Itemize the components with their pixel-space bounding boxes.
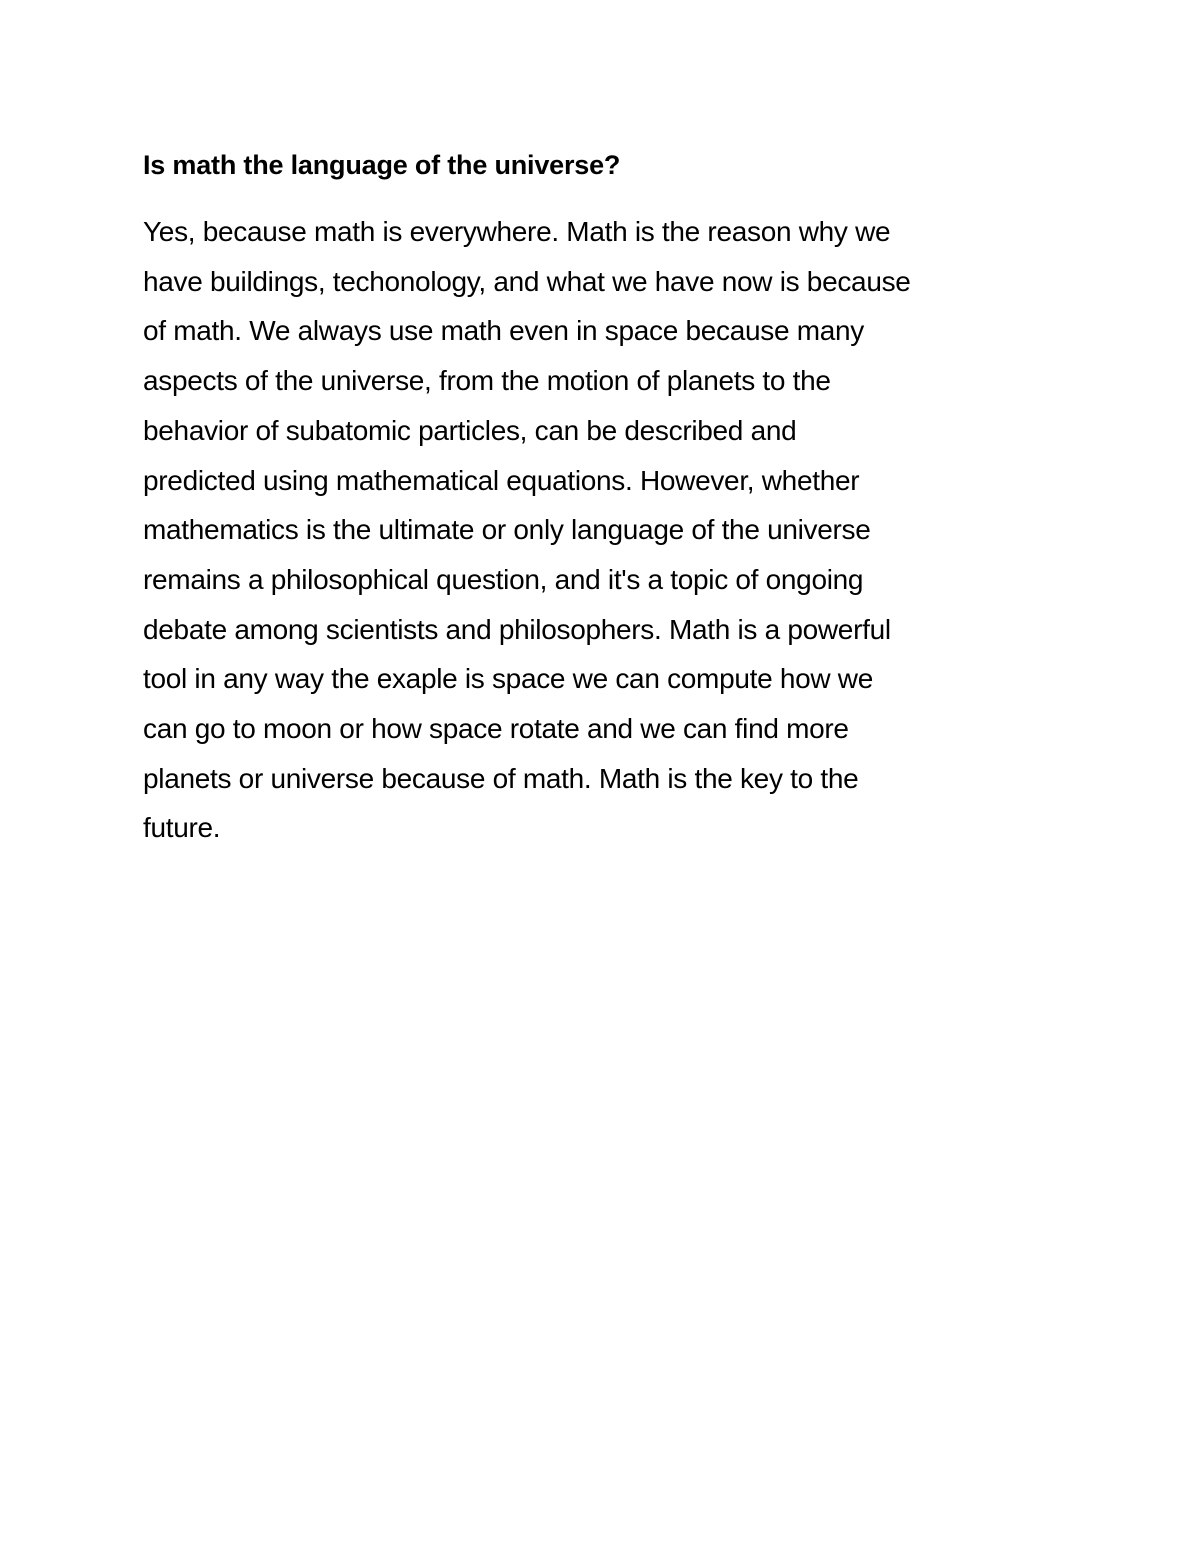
body-line: mathematics is the ultimate or only language of the universe xyxy=(143,514,871,546)
body-line: of math. We always use math even in space because many xyxy=(143,315,865,347)
body-line: behavior of subatomic particles, can be described and xyxy=(143,414,797,446)
body-line: have buildings, techonology, and what we have now is because xyxy=(143,265,911,297)
document-title: Is math the language of the universe? xyxy=(143,150,621,180)
body-line: can go to moon or how space rotate and we can find more xyxy=(143,713,849,745)
body-line: future. xyxy=(143,812,221,844)
document-content xyxy=(143,143,1063,853)
body-line: planets or universe because of math. Math is the key to the xyxy=(143,762,859,794)
body-line: Yes, because math is everywhere. Math is the reason why we xyxy=(143,216,891,247)
body-line: aspects of the universe, from the motion of planets to the xyxy=(143,365,831,397)
document-body xyxy=(143,207,1063,853)
body-line: predicted using mathematical equations. However, whether xyxy=(143,464,860,496)
body-line: debate among scientists and philosophers. Math is a powerful xyxy=(143,613,891,645)
body-line: tool in any way the exaple is space we can compute how we xyxy=(143,663,873,695)
body-line: remains a philosophical question, and it's a topic of ongoing xyxy=(143,563,864,595)
